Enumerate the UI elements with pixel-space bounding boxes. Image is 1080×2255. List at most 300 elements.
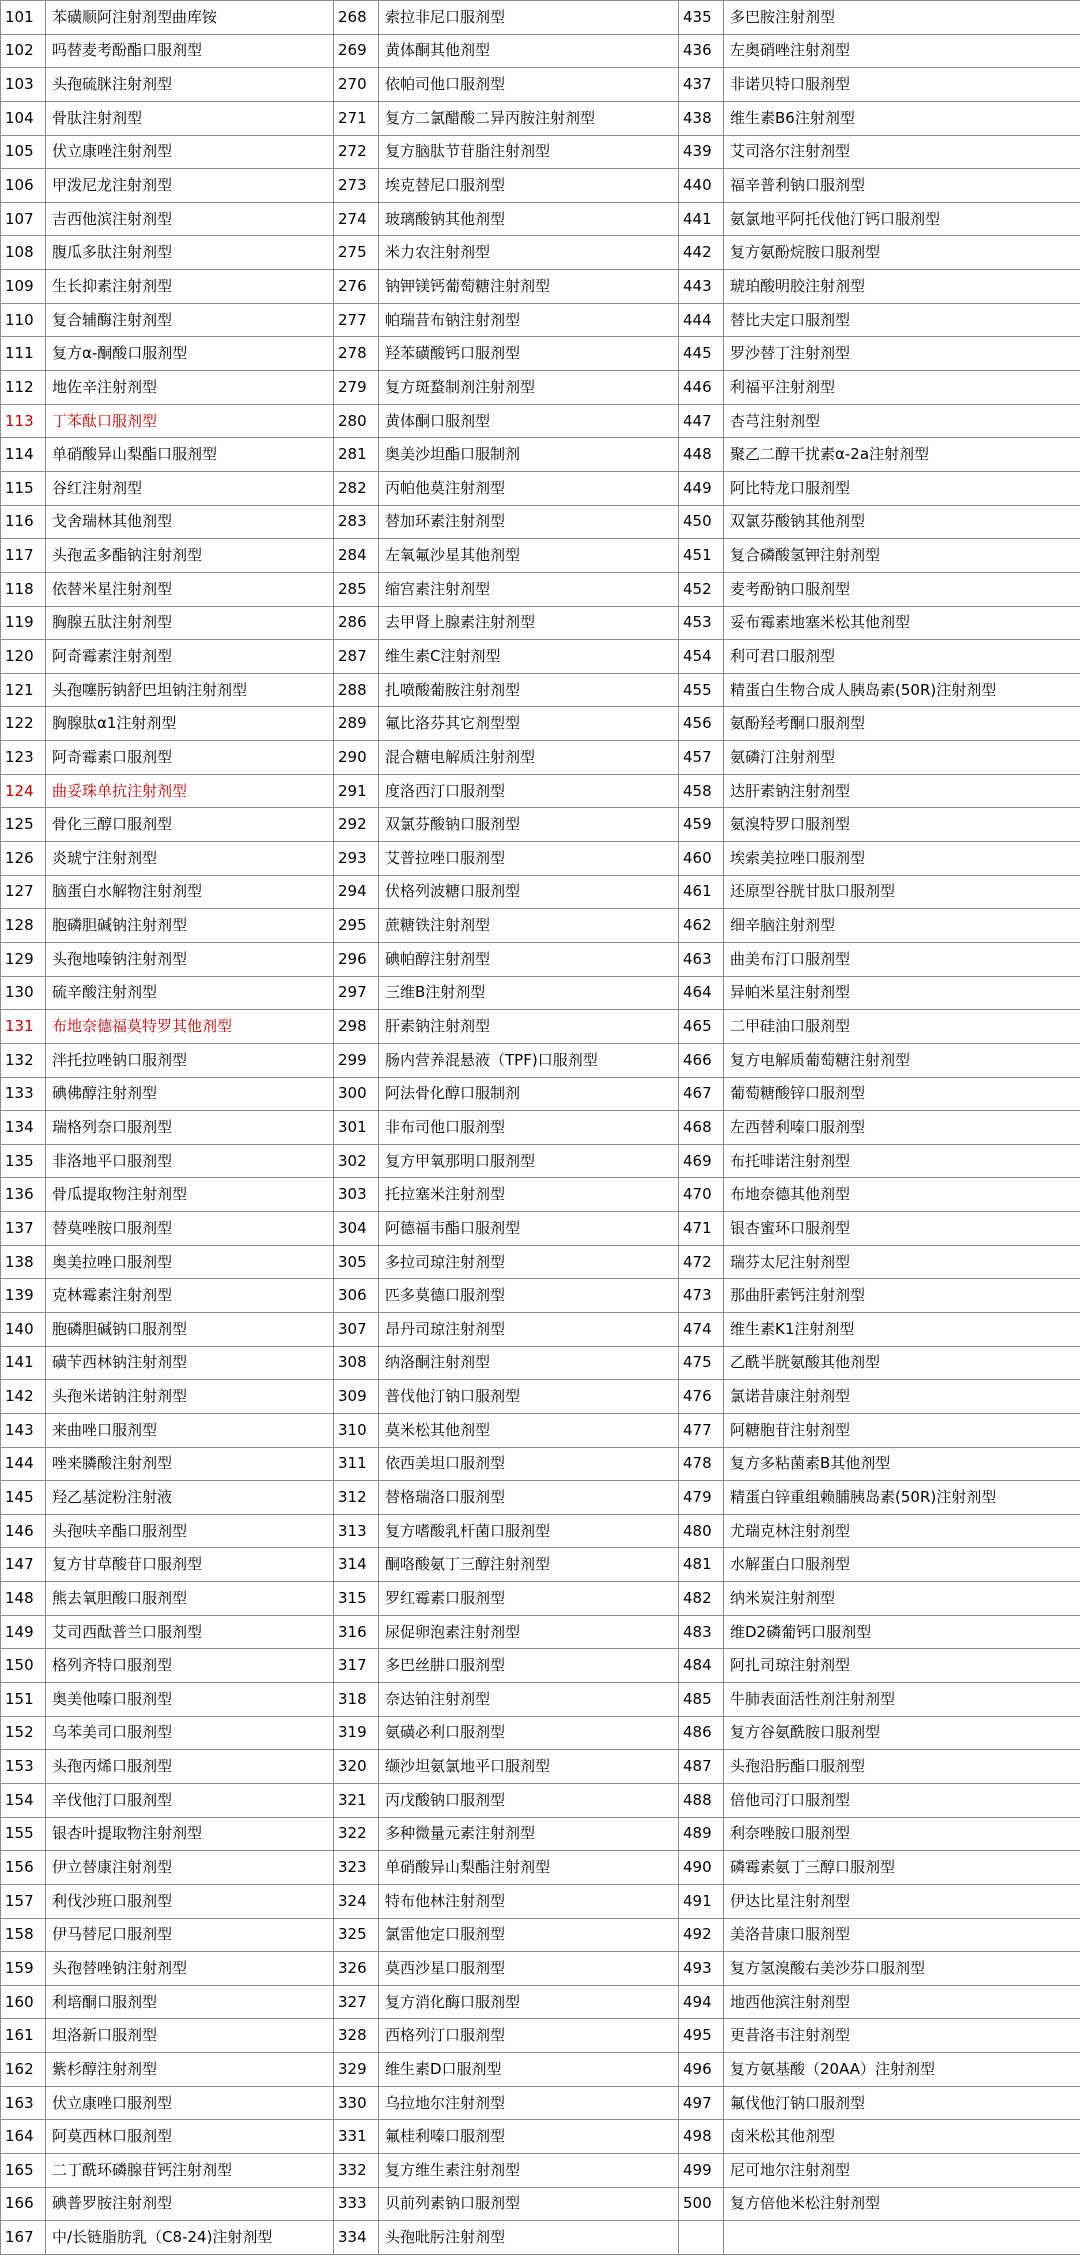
table-row [1,1952,1080,1986]
drug-name: 托拉塞米注射剂型 [379,1178,679,1212]
drug-name: 达肝素钠注射剂型 [724,774,1080,808]
drug-name: 替比夫定口服剂型 [724,303,1080,337]
drug-name: 纳洛酮注射剂型 [379,1346,679,1380]
row-number: 489 [679,1817,724,1851]
drug-name: 头孢吡肟注射剂型 [379,2221,679,2255]
row-number: 446 [679,371,724,405]
table-row [1,1716,1080,1750]
row-number: 324 [334,1884,379,1918]
table-row [1,1750,1080,1784]
table-row [1,1279,1080,1313]
table-row [1,673,1080,707]
table-row [1,808,1080,842]
drug-name: 布地奈德福莫特罗其他剂型 [46,1010,334,1044]
row-number: 270 [334,68,379,102]
row-number: 155 [1,1817,46,1851]
row-number: 304 [334,1212,379,1246]
drug-name: 磺苄西林钠注射剂型 [46,1346,334,1380]
table-row [1,68,1080,102]
table-row [1,1245,1080,1279]
drug-name: 阿法骨化醇口服制剂 [379,1077,679,1111]
row-number: 269 [334,34,379,68]
drug-name: 头孢替唑钠注射剂型 [46,1952,334,1986]
drug-name: 奥美他嗪口服剂型 [46,1683,334,1717]
drug-name: 二甲硅油口服剂型 [724,1010,1080,1044]
row-number: 306 [334,1279,379,1313]
table-row [1,1481,1080,1515]
drug-list-body [1,1,1080,2255]
drug-name: 复方多粘菌素B其他剂型 [724,1447,1080,1481]
row-number: 122 [1,707,46,741]
table-row [1,1817,1080,1851]
drug-name: 普伐他汀钠口服剂型 [379,1380,679,1414]
drug-name: 复方甘草酸苷口服剂型 [46,1548,334,1582]
table-row [1,404,1080,438]
row-number: 149 [1,1615,46,1649]
row-number: 452 [679,572,724,606]
table-row [1,270,1080,304]
row-number: 101 [1,1,46,35]
table-row [1,1413,1080,1447]
row-number: 465 [679,1010,724,1044]
row-number: 137 [1,1212,46,1246]
row-number: 441 [679,202,724,236]
drug-name: 头孢米诺钠注射剂型 [46,1380,334,1414]
table-row [1,1615,1080,1649]
drug-name: 利伐沙班口服剂型 [46,1884,334,1918]
row-number: 140 [1,1312,46,1346]
drug-name: 瑞格列奈口服剂型 [46,1111,334,1145]
drug-name: 辛伐他汀口服剂型 [46,1783,334,1817]
drug-name: 氨酚羟考酮口服剂型 [724,707,1080,741]
drug-name: 特布他林注射剂型 [379,1884,679,1918]
drug-name: 腹瓜多肽注射剂型 [46,236,334,270]
row-number: 298 [334,1010,379,1044]
row-number: 445 [679,337,724,371]
drug-name: 黄体酮口服剂型 [379,404,679,438]
row-number: 334 [334,2221,379,2255]
row-number: 165 [1,2154,46,2188]
row-number [679,2221,724,2255]
row-number: 281 [334,438,379,472]
row-number: 287 [334,640,379,674]
row-number: 275 [334,236,379,270]
row-number: 479 [679,1481,724,1515]
row-number: 470 [679,1178,724,1212]
row-number: 283 [334,505,379,539]
table-row [1,1178,1080,1212]
row-number: 455 [679,673,724,707]
row-number: 309 [334,1380,379,1414]
drug-name: 复方氨基酸（20AA）注射剂型 [724,2053,1080,2087]
drug-name: 丁苯酞口服剂型 [46,404,334,438]
drug-name: 美洛昔康口服剂型 [724,1918,1080,1952]
row-number: 332 [334,2154,379,2188]
table-row [1,539,1080,573]
row-number: 473 [679,1279,724,1313]
table-row [1,1783,1080,1817]
drug-name: 单硝酸异山梨酯口服剂型 [46,438,334,472]
table-row [1,1212,1080,1246]
drug-name: 左氧氟沙星其他剂型 [379,539,679,573]
row-number: 277 [334,303,379,337]
row-number: 121 [1,673,46,707]
drug-name: 混合糖电解质注射剂型 [379,741,679,775]
drug-name: 甲泼尼龙注射剂型 [46,169,334,203]
drug-name: 依西美坦口服剂型 [379,1447,679,1481]
drug-name: 卤米松其他剂型 [724,2120,1080,2154]
drug-name: 艾普拉唑口服剂型 [379,842,679,876]
row-number: 272 [334,135,379,169]
row-number: 477 [679,1413,724,1447]
row-number: 289 [334,707,379,741]
table-row [1,942,1080,976]
row-number: 481 [679,1548,724,1582]
row-number: 139 [1,1279,46,1313]
drug-name: 氨溴特罗口服剂型 [724,808,1080,842]
drug-name: 维生素K1注射剂型 [724,1312,1080,1346]
drug-name: 伏立康唑注射剂型 [46,135,334,169]
row-number: 103 [1,68,46,102]
drug-name: 琥珀酸明胶注射剂型 [724,270,1080,304]
drug-name: 复方二氯醋酸二异丙胺注射剂型 [379,101,679,135]
row-number: 467 [679,1077,724,1111]
drug-name: 复方维生素注射剂型 [379,2154,679,2188]
drug-name: 羟乙基淀粉注射液 [46,1481,334,1515]
drug-name: 曲美布汀口服剂型 [724,942,1080,976]
row-number: 328 [334,2019,379,2053]
row-number: 305 [334,1245,379,1279]
drug-name: 阿莫西林口服剂型 [46,2120,334,2154]
drug-name: 胸腺五肽注射剂型 [46,606,334,640]
row-number: 326 [334,1952,379,1986]
row-number: 285 [334,572,379,606]
row-number: 329 [334,2053,379,2087]
table-row [1,371,1080,405]
row-number: 296 [334,942,379,976]
drug-name: 利奈唑胺口服剂型 [724,1817,1080,1851]
drug-name: 异帕米星注射剂型 [724,976,1080,1010]
row-number: 454 [679,640,724,674]
drug-name: 阿比特龙口服剂型 [724,471,1080,505]
row-number: 330 [334,2086,379,2120]
row-number: 108 [1,236,46,270]
drug-name: 丙戊酸钠口服剂型 [379,1783,679,1817]
drug-name: 阿扎司琼注射剂型 [724,1649,1080,1683]
row-number: 314 [334,1548,379,1582]
drug-name: 复方氨酚烷胺口服剂型 [724,236,1080,270]
drug-name: 头孢呋辛酯口服剂型 [46,1514,334,1548]
drug-name: 双氯芬酸钠其他剂型 [724,505,1080,539]
drug-name: 复方甲氧那明口服剂型 [379,1144,679,1178]
row-number: 323 [334,1851,379,1885]
drug-name: 牛肺表面活性剂注射剂型 [724,1683,1080,1717]
drug-name: 二丁酰环磷腺苷钙注射剂型 [46,2154,334,2188]
row-number: 112 [1,371,46,405]
row-number: 128 [1,909,46,943]
table-row [1,640,1080,674]
row-number: 492 [679,1918,724,1952]
drug-name: 三维B注射剂型 [379,976,679,1010]
drug-name: 双氯芬酸钠口服剂型 [379,808,679,842]
row-number: 126 [1,842,46,876]
drug-name: 莫西沙星口服剂型 [379,1952,679,1986]
row-number: 114 [1,438,46,472]
row-number: 466 [679,1043,724,1077]
drug-name: 头孢沿肟酯口服剂型 [724,1750,1080,1784]
row-number: 474 [679,1312,724,1346]
drug-name: 麦考酚钠口服剂型 [724,572,1080,606]
drug-name: 尼可地尔注射剂型 [724,2154,1080,2188]
row-number: 484 [679,1649,724,1683]
table-row [1,1010,1080,1044]
drug-name: 复方α-酮酸口服剂型 [46,337,334,371]
row-number: 318 [334,1683,379,1717]
drug-name: 伊马替尼口服剂型 [46,1918,334,1952]
table-row [1,1548,1080,1582]
drug-name: 多拉司琼注射剂型 [379,1245,679,1279]
row-number: 497 [679,2086,724,2120]
row-number: 491 [679,1884,724,1918]
row-number: 160 [1,1985,46,2019]
drug-name: 复方谷氨酰胺口服剂型 [724,1716,1080,1750]
drug-name: 尤瑞克林注射剂型 [724,1514,1080,1548]
drug-name: 银杏叶提取物注射剂型 [46,1817,334,1851]
row-number: 109 [1,270,46,304]
row-number: 167 [1,2221,46,2255]
row-number: 486 [679,1716,724,1750]
row-number: 144 [1,1447,46,1481]
row-number: 437 [679,68,724,102]
row-number: 460 [679,842,724,876]
table-row [1,2019,1080,2053]
drug-name: 碘普罗胺注射剂型 [46,2187,334,2221]
drug-name: 头孢噻肟钠舒巴坦钠注射剂型 [46,673,334,707]
row-number: 310 [334,1413,379,1447]
table-row [1,875,1080,909]
table-row [1,1447,1080,1481]
drug-name: 羟苯磺酸钙口服剂型 [379,337,679,371]
row-number: 333 [334,2187,379,2221]
drug-name: 细辛脑注射剂型 [724,909,1080,943]
drug-name: 吉西他滨注射剂型 [46,202,334,236]
row-number: 448 [679,438,724,472]
row-number: 482 [679,1582,724,1616]
drug-name: 乌苯美司口服剂型 [46,1716,334,1750]
row-number: 119 [1,606,46,640]
drug-name: 非洛地平口服剂型 [46,1144,334,1178]
row-number: 117 [1,539,46,573]
row-number: 131 [1,1010,46,1044]
table-row [1,1380,1080,1414]
drug-name: 多种微量元素注射剂型 [379,1817,679,1851]
drug-name: 克林霉素注射剂型 [46,1279,334,1313]
row-number: 499 [679,2154,724,2188]
table-row [1,303,1080,337]
row-number: 276 [334,270,379,304]
row-number: 146 [1,1514,46,1548]
drug-name: 倍他司汀口服剂型 [724,1783,1080,1817]
drug-name: 扎喷酸葡胺注射剂型 [379,673,679,707]
row-number: 321 [334,1783,379,1817]
drug-name: 西格列汀口服剂型 [379,2019,679,2053]
drug-name: 玻璃酸钠其他剂型 [379,202,679,236]
row-number: 488 [679,1783,724,1817]
drug-name: 罗红霉素口服剂型 [379,1582,679,1616]
drug-name: 更昔洛韦注射剂型 [724,2019,1080,2053]
row-number: 313 [334,1514,379,1548]
row-number: 436 [679,34,724,68]
row-number: 151 [1,1683,46,1717]
drug-name: 吗替麦考酚酯口服剂型 [46,34,334,68]
row-number: 111 [1,337,46,371]
row-number: 138 [1,1245,46,1279]
drug-name: 米力农注射剂型 [379,236,679,270]
drug-name: 氟桂利嗪口服剂型 [379,2120,679,2154]
drug-name: 氟伐他汀钠口服剂型 [724,2086,1080,2120]
row-number: 156 [1,1851,46,1885]
row-number: 162 [1,2053,46,2087]
row-number: 125 [1,808,46,842]
row-number: 472 [679,1245,724,1279]
row-number: 300 [334,1077,379,1111]
row-number: 494 [679,1985,724,2019]
drug-name: 索拉非尼口服剂型 [379,1,679,35]
row-number: 157 [1,1884,46,1918]
table-row [1,976,1080,1010]
drug-name: 肠内营养混悬液（TPF)口服剂型 [379,1043,679,1077]
row-number: 447 [679,404,724,438]
row-number: 444 [679,303,724,337]
row-number: 458 [679,774,724,808]
table-row [1,1884,1080,1918]
row-number: 273 [334,169,379,203]
drug-name: 依替米星注射剂型 [46,572,334,606]
row-number: 476 [679,1380,724,1414]
drug-name: 妥布霉素地塞米松其他剂型 [724,606,1080,640]
row-number: 320 [334,1750,379,1784]
row-number: 316 [334,1615,379,1649]
drug-name: 葡萄糖酸锌口服剂型 [724,1077,1080,1111]
row-number: 307 [334,1312,379,1346]
drug-name: 骨瓜提取物注射剂型 [46,1178,334,1212]
drug-name: 埃索美拉唑口服剂型 [724,842,1080,876]
row-number: 450 [679,505,724,539]
drug-name: 布地奈德其他剂型 [724,1178,1080,1212]
row-number: 278 [334,337,379,371]
row-number: 483 [679,1615,724,1649]
drug-name: 磷霉素氨丁三醇口服剂型 [724,1851,1080,1885]
drug-name: 维D2磷葡钙口服剂型 [724,1615,1080,1649]
row-number: 495 [679,2019,724,2053]
drug-name: 贝前列素钠口服剂型 [379,2187,679,2221]
table-row [1,707,1080,741]
drug-name: 胞磷胆碱钠注射剂型 [46,909,334,943]
row-number: 274 [334,202,379,236]
drug-name: 伏格列波糖口服剂型 [379,875,679,909]
table-row [1,337,1080,371]
table-row [1,236,1080,270]
row-number: 302 [334,1144,379,1178]
drug-name: 利可君口服剂型 [724,640,1080,674]
drug-name: 复方电解质葡萄糖注射剂型 [724,1043,1080,1077]
row-number: 443 [679,270,724,304]
row-number: 142 [1,1380,46,1414]
drug-name: 紫杉醇注射剂型 [46,2053,334,2087]
drug-name: 替莫唑胺口服剂型 [46,1212,334,1246]
drug-name: 缩宫素注射剂型 [379,572,679,606]
drug-name: 维生素D口服剂型 [379,2053,679,2087]
row-number: 148 [1,1582,46,1616]
table-row [1,1312,1080,1346]
drug-name: 乙酰半胱氨酸其他剂型 [724,1346,1080,1380]
drug-name: 硫辛酸注射剂型 [46,976,334,1010]
table-row [1,1985,1080,2019]
row-number: 116 [1,505,46,539]
table-row [1,1144,1080,1178]
drug-name: 地西他滨注射剂型 [724,1985,1080,2019]
drug-name: 头孢丙烯口服剂型 [46,1750,334,1784]
drug-name: 氯诺昔康注射剂型 [724,1380,1080,1414]
row-number: 322 [334,1817,379,1851]
row-number: 493 [679,1952,724,1986]
row-number: 327 [334,1985,379,2019]
drug-name: 碘佛醇注射剂型 [46,1077,334,1111]
drug-name: 伊立替康注射剂型 [46,1851,334,1885]
drug-name: 坦洛新口服剂型 [46,2019,334,2053]
drug-name: 熊去氧胆酸口服剂型 [46,1582,334,1616]
row-number: 303 [334,1178,379,1212]
row-number: 325 [334,1918,379,1952]
table-row [1,842,1080,876]
row-number: 464 [679,976,724,1010]
row-number: 485 [679,1683,724,1717]
drug-name: 钠钾镁钙葡萄糖注射剂型 [379,270,679,304]
drug-name: 还原型谷胱甘肽口服剂型 [724,875,1080,909]
drug-name: 多巴胺注射剂型 [724,1,1080,35]
row-number: 280 [334,404,379,438]
row-number: 468 [679,1111,724,1145]
drug-name: 埃克替尼口服剂型 [379,169,679,203]
drug-name: 奈达铂注射剂型 [379,1683,679,1717]
drug-name: 氨氯地平阿托伐他汀钙口服剂型 [724,202,1080,236]
row-number: 271 [334,101,379,135]
row-number: 104 [1,101,46,135]
drug-name: 非布司他口服剂型 [379,1111,679,1145]
row-number: 118 [1,572,46,606]
drug-name: 氯雷他定口服剂型 [379,1918,679,1952]
drug-name: 帕瑞昔布钠注射剂型 [379,303,679,337]
table-row [1,2053,1080,2087]
drug-name: 奥美拉唑口服剂型 [46,1245,334,1279]
row-number: 123 [1,741,46,775]
drug-name: 胸腺肽α1注射剂型 [46,707,334,741]
row-number: 279 [334,371,379,405]
drug-name: 肝素钠注射剂型 [379,1010,679,1044]
row-number: 312 [334,1481,379,1515]
drug-name: 精蛋白锌重组赖脯胰岛素(50R)注射剂型 [724,1481,1080,1515]
row-number: 475 [679,1346,724,1380]
drug-name: 乌拉地尔注射剂型 [379,2086,679,2120]
row-number: 435 [679,1,724,35]
row-number: 469 [679,1144,724,1178]
drug-name: 骨肽注射剂型 [46,101,334,135]
drug-name: 中/长链脂肪乳（C8-24)注射剂型 [46,2221,334,2255]
row-number: 163 [1,2086,46,2120]
row-number: 127 [1,875,46,909]
table-row [1,505,1080,539]
row-number: 456 [679,707,724,741]
